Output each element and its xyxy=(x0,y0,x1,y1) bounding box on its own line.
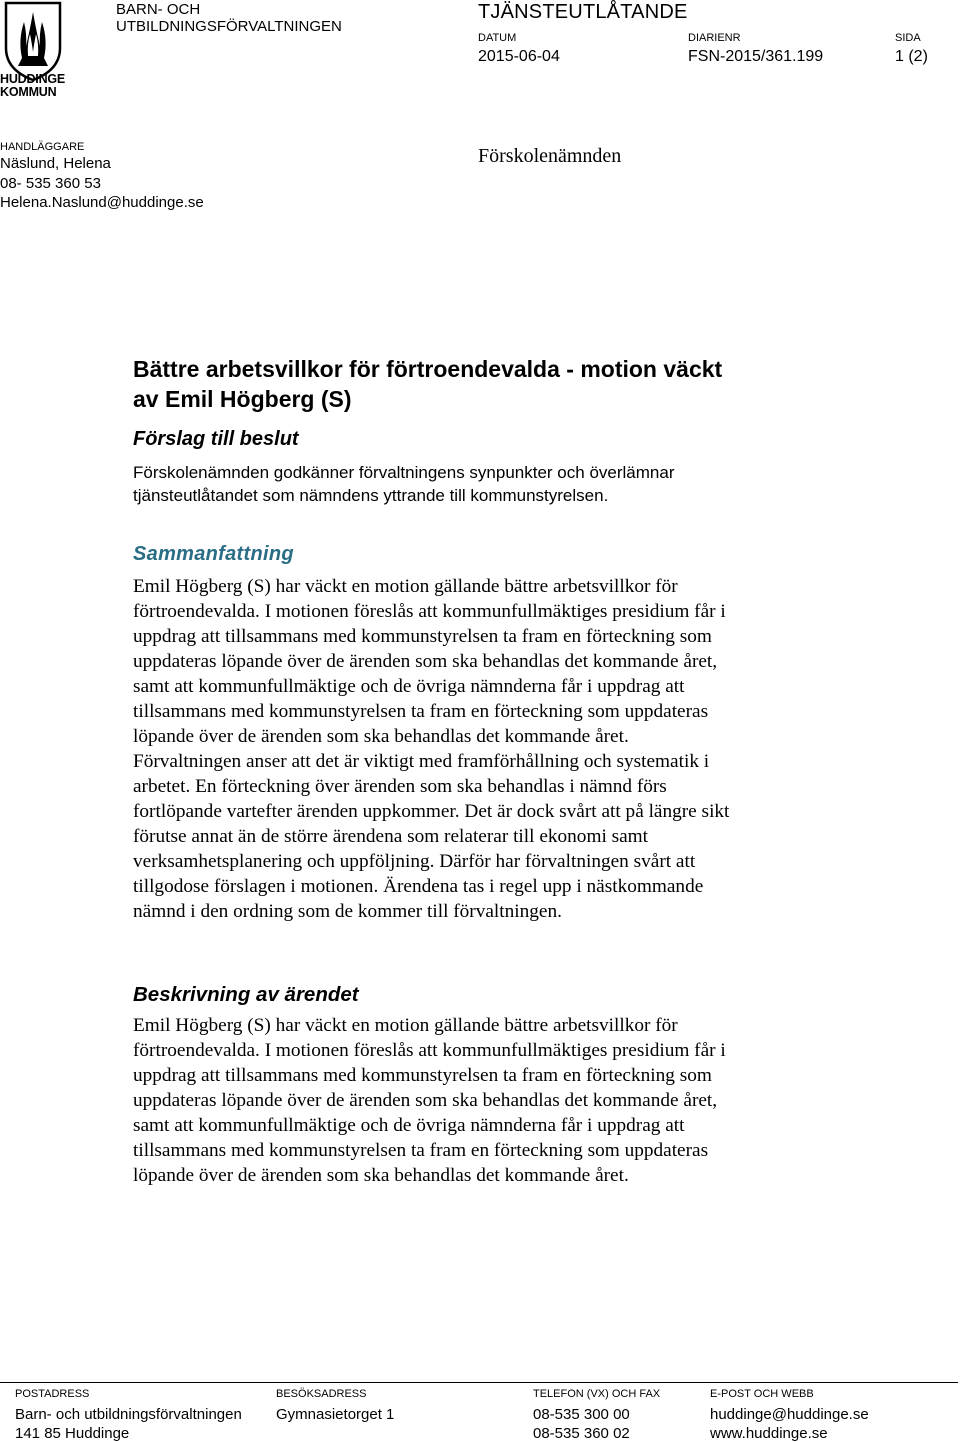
description-line: samt att kommunfullmäktige och de övriga nämnderna får i uppdrag att xyxy=(133,1115,685,1136)
summary-line: Förvaltningen anser att det är viktigt med framförhållning och systematik i xyxy=(133,751,710,772)
diarie-label: DIARIENR xyxy=(688,32,741,44)
summary-line: samt att kommunfullmäktige och de övriga nämnderna får i uppdrag att xyxy=(133,676,685,697)
footer-phone-line2: 08-535 360 02 xyxy=(533,1425,630,1442)
summary-line: förutse annat än de större ärendena som relaterar till ekonomi samt xyxy=(133,826,649,847)
description-line: Emil Högberg (S) har väckt en motion gällande bättre arbetsvillkor för xyxy=(133,1015,678,1036)
description-line: uppdrag att tillsammans med kommunstyrelsen ta fram en förteckning som xyxy=(133,1065,712,1086)
footer-postal-line1: Barn- och utbildningsförvaltningen xyxy=(15,1406,242,1423)
summary-line: nämnd i den ordning som de kommer till förvaltningen. xyxy=(133,901,562,922)
footer-visit-line1: Gymnasietorget 1 xyxy=(276,1406,395,1423)
logo-text-line1: HUDDINGE xyxy=(0,72,66,86)
footer-divider xyxy=(0,1382,958,1383)
summary-line: Emil Högberg (S) har väckt en motion gällande bättre arbetsvillkor för xyxy=(133,576,678,597)
summary-line: löpande över de ärenden som ska behandlas det kommande året. xyxy=(133,726,629,747)
summary-line: uppdateras löpande över de ärenden som ska behandlas det kommande året, xyxy=(133,651,718,672)
footer-web-link[interactable]: www.huddinge.se xyxy=(710,1425,828,1442)
handler-label: HANDLÄGGARE xyxy=(0,141,85,153)
summary-line: arbetet. En förteckning över ärenden som ska behandlas i nämnd förs xyxy=(133,776,667,797)
summary-line: förtroendevalda. I motionen föreslås att kommunfullmäktiges presidium får i xyxy=(133,601,726,622)
description-line: löpande över de ärenden som ska behandlas det kommande året. xyxy=(133,1165,629,1186)
recipient: Förskolenämnden xyxy=(478,145,622,167)
footer-visit-label: BESÖKSADRESS xyxy=(276,1388,367,1400)
footer-postal-label: POSTADRESS xyxy=(15,1388,90,1400)
footer-phone-line1: 08-535 300 00 xyxy=(533,1406,630,1423)
title-line1: Bättre arbetsvillkor för förtroendevalda - motion väckt xyxy=(133,356,723,382)
proposal-heading: Förslag till beslut xyxy=(133,428,299,450)
summary-line: tillsammans med kommunstyrelsen ta fram en förteckning som uppdateras xyxy=(133,701,709,722)
handler-email: Helena.Naslund@huddinge.se xyxy=(0,194,204,211)
description-line: tillsammans med kommunstyrelsen ta fram en förteckning som uppdateras xyxy=(133,1140,709,1161)
proposal-text xyxy=(133,461,833,507)
doc-type: TJÄNSTEUTLÅTANDE xyxy=(478,1,688,23)
summary-line: uppdrag att tillsammans med kommunstyrelsen ta fram en förteckning som xyxy=(133,626,712,647)
page-value: 1 (2) xyxy=(895,48,928,65)
page-label: SIDA xyxy=(895,32,921,44)
summary-heading: Sammanfattning xyxy=(133,543,294,565)
diarie-value: FSN-2015/361.199 xyxy=(688,48,824,65)
summary-line: tillgodose förslagen i motionen. Ärendena tas i regel upp i nästkommande xyxy=(133,876,704,897)
logo-text-line2: KOMMUN xyxy=(0,85,57,99)
description-line: uppdateras löpande över de ärenden som ska behandlas det kommande året, xyxy=(133,1090,718,1111)
description-line: förtroendevalda. I motionen föreslås att kommunfullmäktiges presidium får i xyxy=(133,1040,726,1061)
footer-phone-label: TELEFON (VX) OCH FAX xyxy=(533,1388,661,1400)
logo xyxy=(0,0,70,102)
page-title xyxy=(133,354,833,414)
date-label: DATUM xyxy=(478,32,517,44)
description-body xyxy=(133,1013,823,1188)
date-value: 2015-06-04 xyxy=(478,48,560,65)
handler-phone: 08- 535 360 53 xyxy=(0,175,101,192)
footer-postal-line2: 141 85 Huddinge xyxy=(15,1425,130,1442)
proposal-line2: tjänsteutlåtandet som nämndens yttrande till kommunstyrelsen. xyxy=(133,486,609,505)
handler-name: Näslund, Helena xyxy=(0,155,111,172)
proposal-line1: Förskolenämnden godkänner förvaltningens synpunkter och överlämnar xyxy=(133,463,675,482)
department-line2: UTBILDNINGSFÖRVALTNINGEN xyxy=(116,18,342,35)
summary-line: verksamhetsplanering och uppföljning. Därför har förvaltningen svårt att xyxy=(133,851,696,872)
footer-web-label: E-POST OCH WEBB xyxy=(710,1388,814,1400)
department-line1: BARN- OCH xyxy=(116,1,201,18)
description-heading: Beskrivning av ärendet xyxy=(133,983,359,1006)
title-line2: av Emil Högberg (S) xyxy=(133,386,352,412)
footer-email-link[interactable]: huddinge@huddinge.se xyxy=(710,1406,869,1423)
summary-body xyxy=(133,574,823,924)
summary-line: fortlöpande vartefter ärenden uppkommer. Det är dock svårt att på längre sikt xyxy=(133,801,730,822)
